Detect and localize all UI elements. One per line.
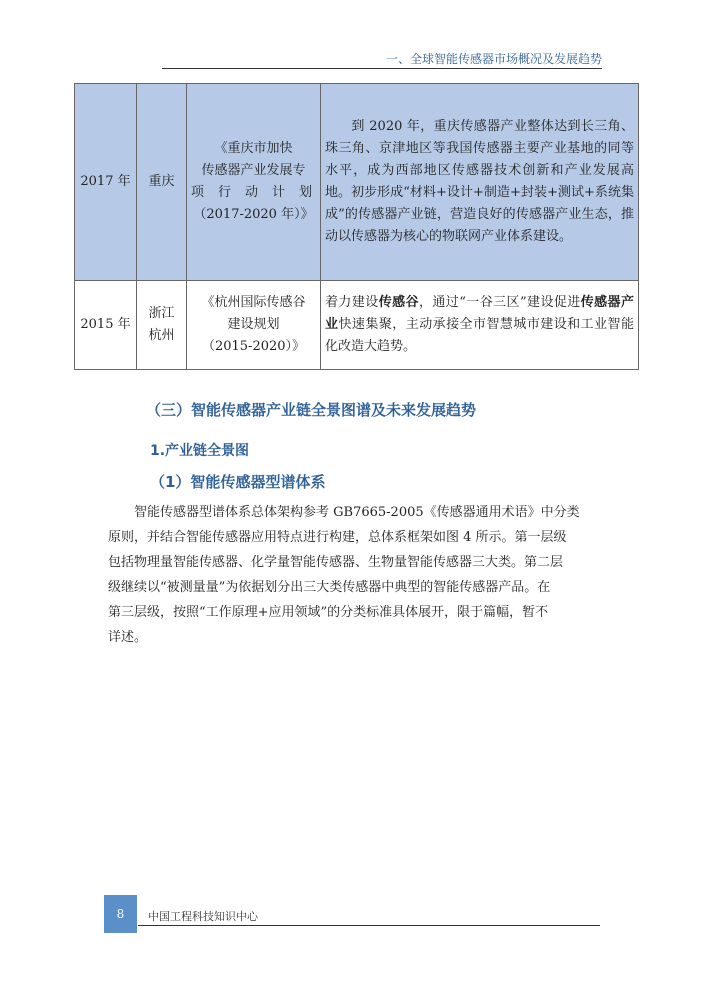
doc-line: 项 行 动 计 划	[191, 185, 316, 200]
bold-term: 传感谷	[378, 295, 419, 310]
policy-table	[74, 83, 639, 370]
content-text: 快速集聚，主动承接全市智慧城市建设和工业智能化改造大趋势。	[325, 317, 634, 354]
doc-line: 传感器产业发展专	[201, 163, 306, 178]
subheading: 1.产业链全景图	[150, 443, 250, 459]
section-heading: （三）智能传感器产业链全景图谱及未来发展趋势	[146, 401, 477, 419]
page-number: 8	[104, 895, 137, 933]
policy-content-cell	[321, 281, 639, 370]
bold-term: 传感器产业	[325, 295, 634, 332]
city-cell	[137, 281, 187, 370]
body-paragraph	[108, 500, 604, 650]
year-cell: 2017 年	[75, 84, 137, 281]
footer-organization: 中国工程科技知识中心	[148, 910, 258, 923]
city-line: 浙江	[148, 306, 175, 321]
content-text: ，通过“一谷三区”建设促进	[418, 295, 581, 310]
header-rule	[162, 68, 602, 69]
doc-line: （2015-2020）》	[201, 339, 306, 354]
doc-line: 建设规划	[227, 317, 280, 332]
paragraph-line: 第三层级，按照“工作原理+应用领域”的分类标准具体展开，限于篇幅，暂不	[108, 605, 549, 620]
footer-rule	[138, 925, 600, 926]
paragraph-line: 级继续以“被测量量”为依据划分出三大类传感器中典型的智能传感器产品。在	[108, 580, 551, 595]
doc-line: （2017-2020 年）》	[193, 207, 314, 222]
city-line: 杭州	[148, 328, 175, 343]
city-cell: 重庆	[137, 84, 187, 281]
table-row	[75, 281, 639, 370]
table-row	[75, 84, 639, 281]
year-cell: 2015 年	[75, 281, 137, 370]
doc-line: 《杭州国际传感谷	[201, 295, 306, 310]
subheading: （1）智能传感器型谱体系	[150, 473, 326, 491]
paragraph-line: 智能传感器型谱体系总体架构参考 GB7665-2005《传感器通用术语》中分类	[134, 505, 580, 520]
paragraph-line: 包括物理量智能传感器、化学量智能传感器、生物量智能传感器三大类。第二层	[108, 555, 564, 570]
doc-line: 《重庆市加快	[214, 141, 293, 156]
running-header: 一、全球智能传感器市场概况及发展趋势	[385, 52, 602, 66]
paragraph-line: 详述。	[108, 630, 148, 645]
policy-content-text: 到 2020 年，重庆传感器产业整体达到长三角、珠三角、京津地区等我国传感器主要产业基地的同等水平，成为西部地区传感器技术创新和产业发展高地。初步形成“材料+设计+制造+封装+测试+系统集成”的传感器产业链，营造良好的传感器产业生态，推动以传感器为核心的物联网产业体系建设。	[325, 119, 634, 244]
policy-document-cell	[187, 84, 321, 281]
content-text: 着力建设	[325, 295, 379, 310]
paragraph-line: 原则，并结合智能传感器应用特点进行构建，总体系框架如图 4 所示。第一层级	[108, 530, 567, 545]
policy-document-cell	[187, 281, 321, 370]
policy-content-cell	[321, 84, 639, 281]
